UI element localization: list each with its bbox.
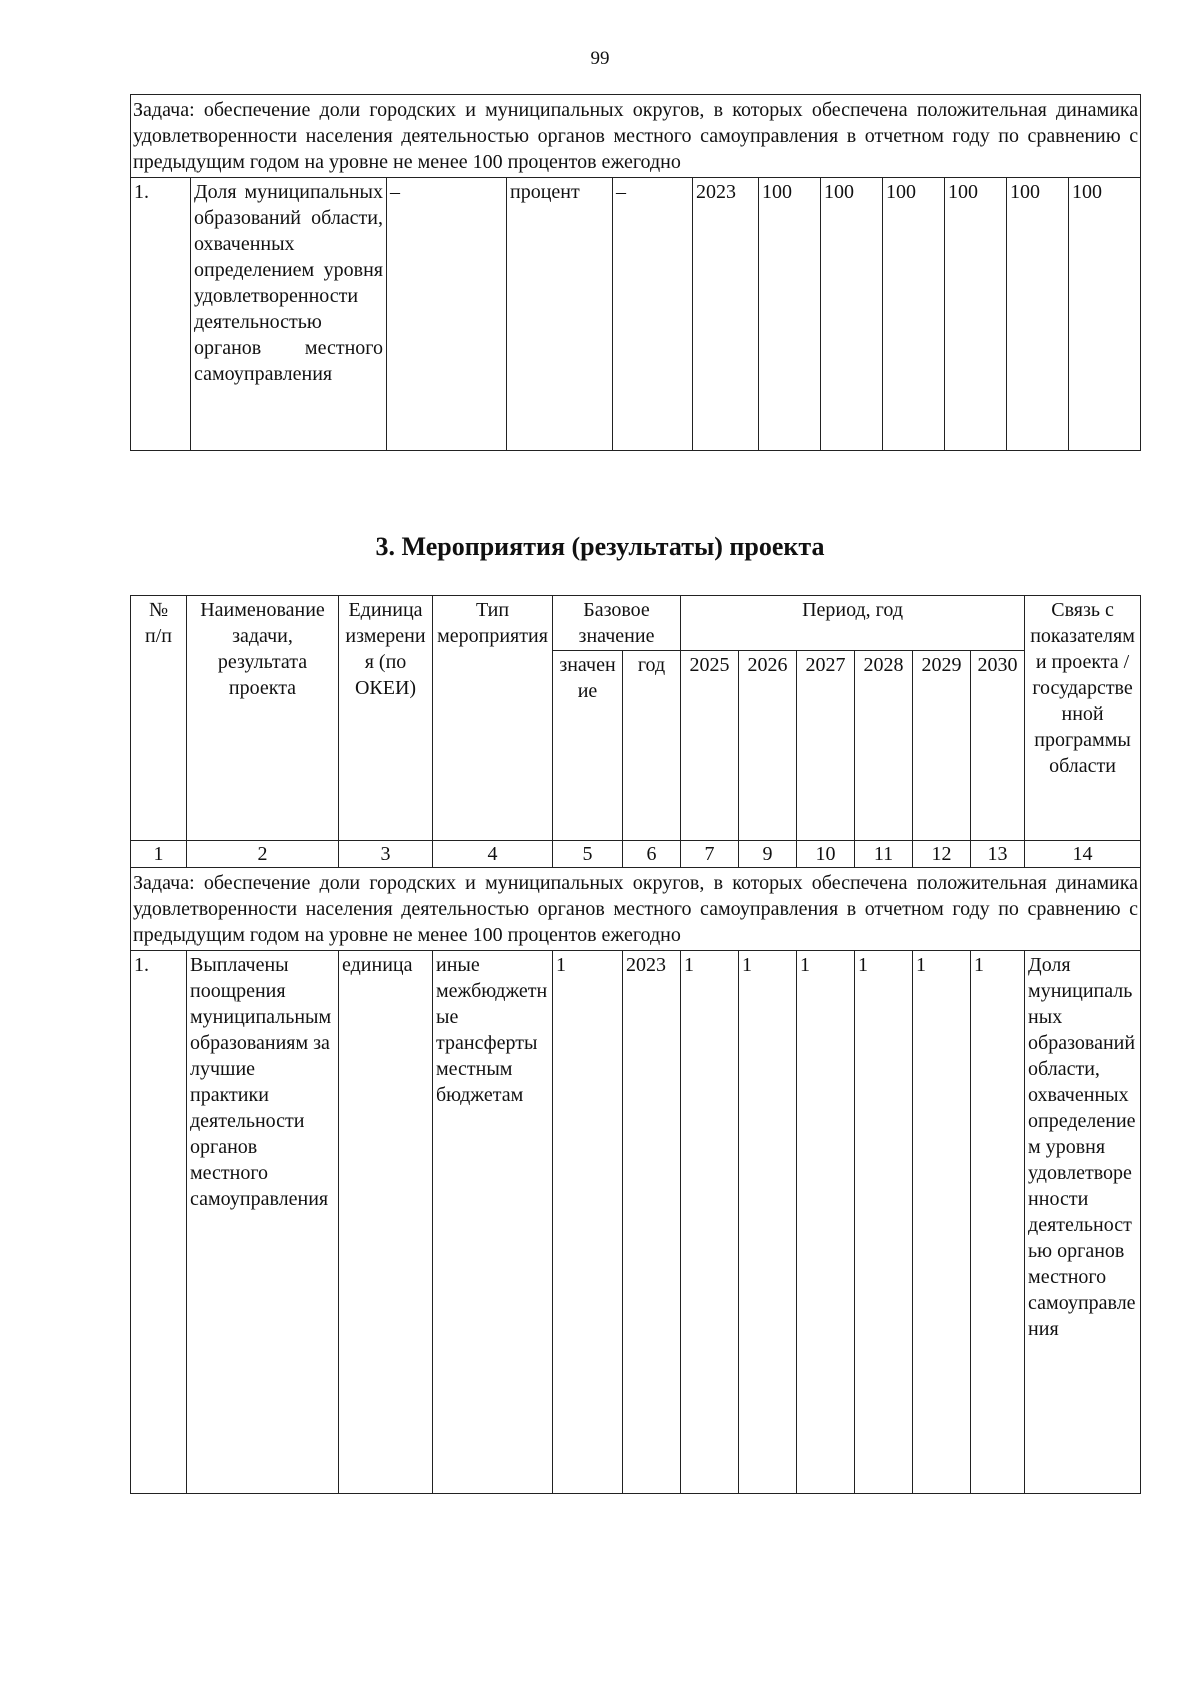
column-number: 3	[339, 841, 433, 868]
indicator-table	[130, 94, 1141, 451]
header-base-year: год	[623, 651, 681, 841]
header-year-2029: 2029	[913, 651, 971, 841]
column-number: 9	[739, 841, 797, 868]
indicator-value-2025: 100	[759, 178, 821, 451]
column-number: 13	[971, 841, 1025, 868]
activity-base-year: 2023	[623, 951, 681, 1494]
activity-value-2025: 1	[681, 951, 739, 1494]
row-number: 1.	[131, 951, 187, 1494]
task-description: Задача: обеспечение доли городских и муниципальных округов, в которых обеспечена положительная динамика удовлетворенности населения деятельностью органов местного самоуправления в отчетном году по сравнению с предыдущим годом на уровне не менее 100 процентов ежегодно	[131, 95, 1141, 178]
row-number: 1.	[131, 178, 191, 451]
indicator-value-2029: 100	[1007, 178, 1069, 451]
header-year-2027: 2027	[797, 651, 855, 841]
column-number: 7	[681, 841, 739, 868]
section-title: 3. Мероприятия (результаты) проекта	[375, 532, 825, 561]
activity-name: Выплачены поощрения муниципальным образованиям за лучшие практики деятельности органов местного самоуправления	[187, 951, 339, 1494]
column-number: 1	[131, 841, 187, 868]
activity-link: Доля муниципальных образований области, охваченных определением уровня удовлетворенности деятельностью органов местного самоуправления	[1025, 951, 1141, 1494]
indicator-col5: –	[613, 178, 693, 451]
activity-value-2030: 1	[971, 951, 1025, 1494]
indicator-name: Доля муниципальных образований области, охваченных определением уровня удовлетворенности деятельностью органов местного самоуправления	[191, 178, 387, 451]
indicator-value-2030: 100	[1069, 178, 1141, 451]
table-row	[131, 178, 1141, 451]
column-number: 14	[1025, 841, 1141, 868]
header-year-2025: 2025	[681, 651, 739, 841]
header-year-2026: 2026	[739, 651, 797, 841]
activities-table	[130, 595, 1141, 1494]
column-number: 4	[433, 841, 553, 868]
header-base: Базовое значение	[553, 596, 681, 651]
activity-base-value: 1	[553, 951, 623, 1494]
column-numbers-row	[131, 841, 1141, 868]
column-number: 12	[913, 841, 971, 868]
activity-value-2028: 1	[855, 951, 913, 1494]
header-year-2030: 2030	[971, 651, 1025, 841]
column-number: 6	[623, 841, 681, 868]
header-type: Тип мероприятия	[433, 596, 553, 841]
activity-unit: единица	[339, 951, 433, 1494]
table-row	[131, 951, 1141, 1494]
indicator-value-2027: 100	[883, 178, 945, 451]
header-unit: Единица измерения (по ОКЕИ)	[339, 596, 433, 841]
column-number: 10	[797, 841, 855, 868]
activity-value-2026: 1	[739, 951, 797, 1494]
header-base-value: значение	[553, 651, 623, 841]
column-number: 2	[187, 841, 339, 868]
activity-type: иные межбюджетные трансферты местным бюджетам	[433, 951, 553, 1494]
task-description: Задача: обеспечение доли городских и муниципальных округов, в которых обеспечена положительная динамика удовлетворенности населения деятельностью органов местного самоуправления в отчетном году по сравнению с предыдущим годом на уровне не менее 100 процентов ежегодно	[131, 868, 1141, 951]
page-number: 99	[590, 48, 610, 69]
header-period: Период, год	[681, 596, 1025, 651]
activity-value-2027: 1	[797, 951, 855, 1494]
header-link: Связь с показателями проекта / государственной программы области	[1025, 596, 1141, 841]
header-year-2028: 2028	[855, 651, 913, 841]
indicator-col3: –	[387, 178, 507, 451]
indicator-value-2028: 100	[945, 178, 1007, 451]
activity-value-2029: 1	[913, 951, 971, 1494]
indicator-unit: процент	[507, 178, 613, 451]
column-number: 5	[553, 841, 623, 868]
header-name: Наименование задачи, результата проекта	[187, 596, 339, 841]
indicator-year: 2023	[693, 178, 759, 451]
column-number: 11	[855, 841, 913, 868]
indicator-value-2026: 100	[821, 178, 883, 451]
header-num: № п/п	[131, 596, 187, 841]
